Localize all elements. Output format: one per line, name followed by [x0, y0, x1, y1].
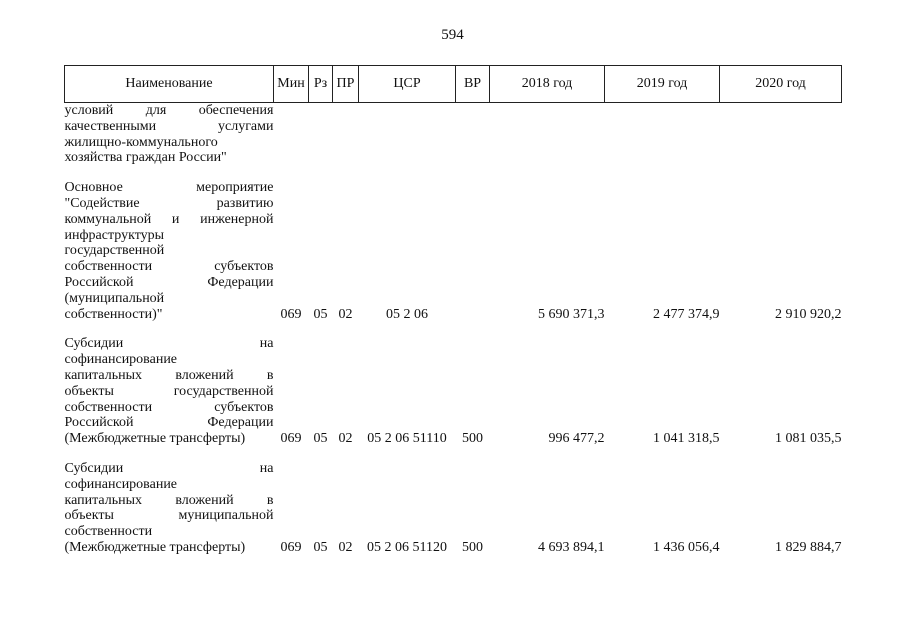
cell-pr: [333, 103, 359, 167]
cell-2020: 1 829 884,7: [775, 539, 842, 555]
budget-table: [64, 65, 842, 556]
name-line: Основное мероприятие: [64, 180, 274, 196]
spacer-cell: [65, 322, 842, 336]
cell-min: 069: [280, 431, 302, 447]
header-vr: ВР: [456, 66, 490, 103]
spacer-cell: [65, 166, 842, 180]
cell-vr: 500: [462, 539, 483, 555]
cell-name: [65, 180, 274, 322]
name-line: хозяйства граждан России": [64, 150, 227, 166]
page-number: 594: [441, 27, 464, 43]
cell-2020: 1 081 035,5: [775, 431, 842, 447]
cell-2019: 1 436 056,4: [653, 539, 720, 555]
name-line: собственности субъектов: [64, 399, 274, 415]
name-line: (Межбюджетные трансферты): [64, 431, 246, 447]
spacer-cell: [65, 447, 842, 461]
name-line: капитальных вложений в: [64, 492, 274, 508]
cell-min: 069: [280, 539, 302, 555]
table-header-row: [65, 66, 842, 103]
name-line: коммунальной и инженерной: [64, 211, 274, 227]
cell-2020: [720, 103, 842, 167]
cell-pr: 02: [338, 431, 353, 447]
row-spacer: [65, 447, 842, 461]
row-spacer: [65, 166, 842, 180]
cell-vr: [456, 103, 490, 167]
cell-2018: 4 693 894,1: [538, 539, 605, 555]
cell-csr: 05 2 06: [386, 306, 428, 322]
header-pr: ПР: [333, 66, 359, 103]
cell-csr: [359, 103, 456, 167]
table-row: [65, 103, 842, 167]
header-2018: 2018 год: [490, 66, 605, 103]
name-line: качественными услугами: [64, 118, 274, 134]
header-name: Наименование: [65, 66, 274, 103]
cell-2019: 1 041 318,5: [653, 431, 720, 447]
cell-min: 069: [280, 306, 302, 322]
name-line: (муниципальной: [64, 290, 165, 306]
name-line: инфраструктуры: [64, 227, 165, 243]
cell-rz: 05: [313, 306, 328, 322]
name-line: жилищно-коммунального: [64, 134, 218, 150]
cell-rz: 05: [313, 539, 328, 555]
name-line: софинансирование: [64, 352, 178, 368]
cell-csr: 05 2 06 51110: [367, 431, 447, 447]
cell-rz: [309, 103, 333, 167]
cell-2018: 5 690 371,3: [538, 306, 605, 322]
name-line: условий для обеспечения: [64, 103, 274, 118]
name-line: Субсидии на: [64, 336, 274, 352]
header-min: Мин: [274, 66, 309, 103]
name-line: собственности: [64, 524, 153, 540]
header-csr: ЦСР: [359, 66, 456, 103]
name-line: Российской Федерации: [64, 415, 274, 431]
cell-pr: 02: [338, 539, 353, 555]
header-2019: 2019 год: [605, 66, 720, 103]
name-line: собственности)": [64, 306, 163, 322]
name-line: Субсидии на: [64, 460, 274, 476]
cell-2019: [605, 103, 720, 167]
name-line: (Межбюджетные трансферты): [64, 539, 246, 555]
cell-rz: 05: [313, 431, 328, 447]
name-line: объекты государственной: [64, 383, 274, 399]
cell-name: [65, 461, 274, 556]
table-row: [65, 336, 842, 447]
name-line: софинансирование: [64, 476, 178, 492]
table-row: [65, 180, 842, 322]
cell-pr: 02: [338, 306, 353, 322]
header-2020: 2020 год: [720, 66, 842, 103]
cell-name: [65, 336, 274, 447]
cell-vr: 500: [462, 431, 483, 447]
row-spacer: [65, 322, 842, 336]
cell-2018: [490, 103, 605, 167]
cell-name: [65, 103, 274, 167]
name-line: Российской Федерации: [64, 274, 274, 290]
cell-2019: 2 477 374,9: [653, 306, 720, 322]
header-rz: Рз: [309, 66, 333, 103]
name-line: капитальных вложений в: [64, 367, 274, 383]
name-line: государственной: [64, 243, 165, 259]
name-line: собственности субъектов: [64, 259, 274, 275]
cell-csr: 05 2 06 51120: [367, 539, 447, 555]
table-row: [65, 461, 842, 556]
cell-min: [274, 103, 309, 167]
table-body: [65, 103, 842, 556]
name-line: "Содействие развитию: [64, 195, 274, 211]
name-line: объекты муниципальной: [64, 508, 274, 524]
cell-vr: [456, 180, 490, 322]
cell-2018: 996 477,2: [548, 431, 605, 447]
cell-2020: 2 910 920,2: [775, 306, 842, 322]
